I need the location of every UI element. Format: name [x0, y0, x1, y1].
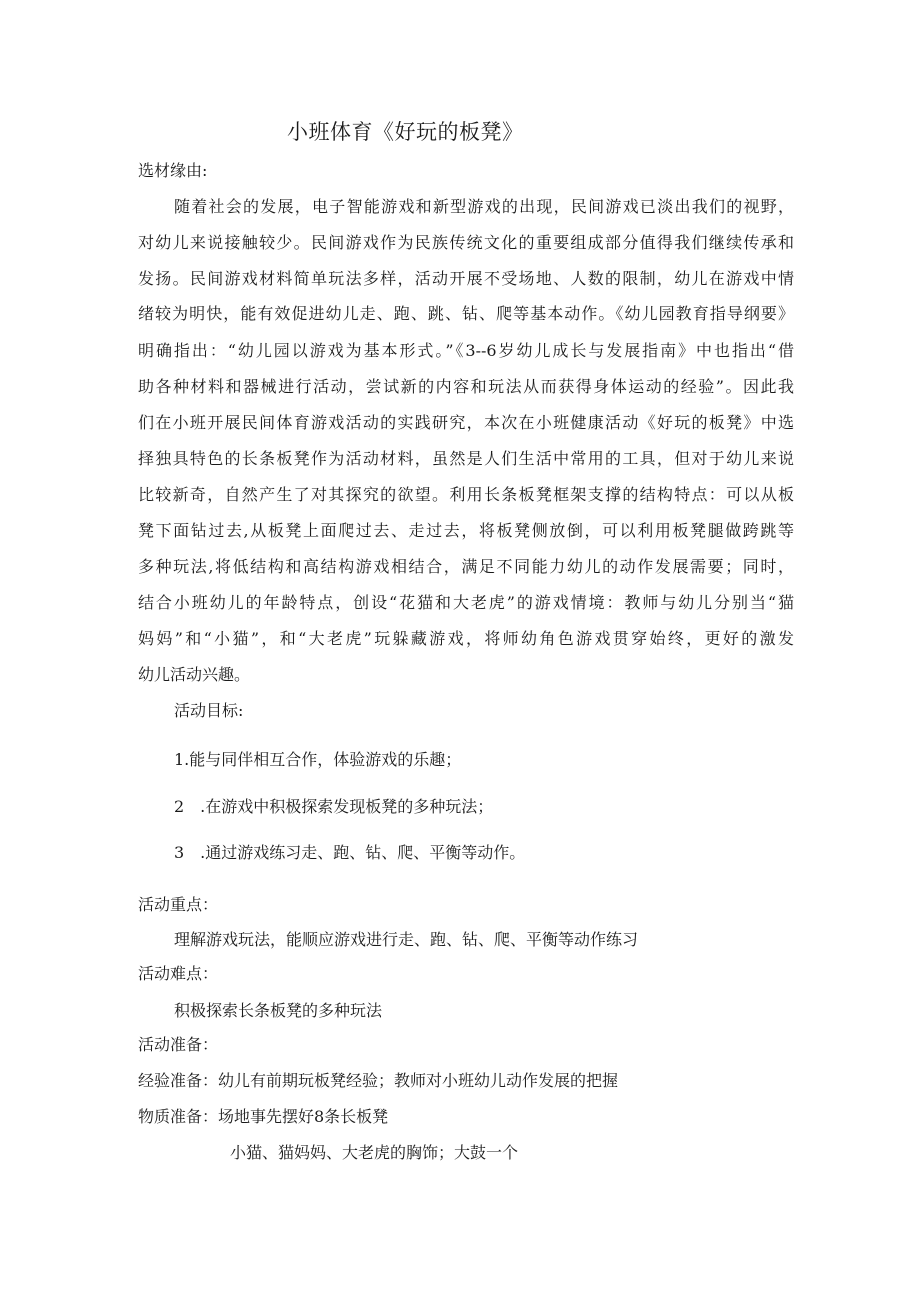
- goal-item-3: 3 .通过游戏练习走、跑、钻、爬、平衡等动作。: [174, 843, 526, 862]
- reason-line: 明确指出：“幼儿园以游戏为基本形式。”《3--6岁幼儿成长与发展指南》中也指出“借: [138, 341, 794, 360]
- reason-line: 凳下面钻过去,从板凳上面爬过去、走过去，将板凳侧放倒，可以利用板凳腿做跨跳等: [138, 521, 794, 540]
- reason-heading: 选材缘由:: [138, 161, 208, 180]
- reason-line: 助各种材料和器械进行活动，尝试新的内容和玩法从而获得身体运动的经验”。因此我: [138, 377, 794, 396]
- reason-line: 随着社会的发展，电子智能游戏和新型游戏的出现，民间游戏已淡出我们的视野，: [174, 197, 794, 216]
- reason-line: 发扬。民间游戏材料简单玩法多样，活动开展不受场地、人数的限制，幼儿在游戏中情: [138, 269, 794, 288]
- key-heading: 活动重点：: [138, 895, 219, 914]
- prep-material: 物质准备：场地事先摆好8条长板凳: [138, 1107, 389, 1126]
- goal-item-1: 1.能与同伴相互合作，体验游戏的乐趣；: [174, 750, 462, 769]
- key-text: 理解游戏玩法，能顺应游戏进行走、跑、钻、爬、平衡等动作练习: [174, 930, 639, 949]
- goals-heading: 活动目标:: [174, 701, 244, 720]
- page-title: 小班体育《好玩的板凳》: [287, 120, 524, 144]
- reason-line: 对幼儿来说接触较少。民间游戏作为民族传统文化的重要组成部分值得我们继续传承和: [138, 233, 794, 252]
- reason-line: 择独具特色的长条板凳作为活动材料，虽然是人们生活中常用的工具，但对于幼儿来说: [138, 449, 794, 468]
- difficulty-heading: 活动难点：: [138, 964, 219, 983]
- reason-line: 结合小班幼儿的年龄特点，创设“花猫和大老虎”的游戏情境：教师与幼儿分别当“猫: [138, 593, 794, 612]
- reason-line: 多种玩法,将低结构和高结构游戏相结合，满足不同能力幼儿的动作发展需要；同时，: [138, 557, 794, 576]
- prep-experience: 经验准备：幼儿有前期玩板凳经验；教师对小班幼儿动作发展的把握: [138, 1071, 619, 1090]
- difficulty-text: 积极探索长条板凳的多种玩法: [174, 1001, 383, 1020]
- reason-line: 妈妈”和“小猫”，和“大老虎”玩躲藏游戏，将师幼角色游戏贯穿始终，更好的激发: [138, 629, 794, 648]
- prep-material-extra: 小猫、猫妈妈、大老虎的胸饰；大鼓一个: [230, 1143, 519, 1162]
- prep-heading: 活动准备：: [138, 1035, 219, 1054]
- reason-line: 幼儿活动兴趣。: [138, 665, 251, 684]
- reason-line: 比较新奇，自然产生了对其探究的欲望。利用长条板凳框架支撑的结构特点：可以从板: [138, 485, 794, 504]
- goal-item-2: 2 .在游戏中积极探索发现板凳的多种玩法；: [174, 797, 494, 816]
- reason-line: 绪较为明快，能有效促进幼儿走、跑、跳、钻、爬等基本动作。《幼儿园教育指导纲要》: [138, 304, 794, 323]
- reason-line: 们在小班开展民间体育游戏活动的实践研究，本次在小班健康活动《好玩的板凳》中选: [138, 413, 794, 432]
